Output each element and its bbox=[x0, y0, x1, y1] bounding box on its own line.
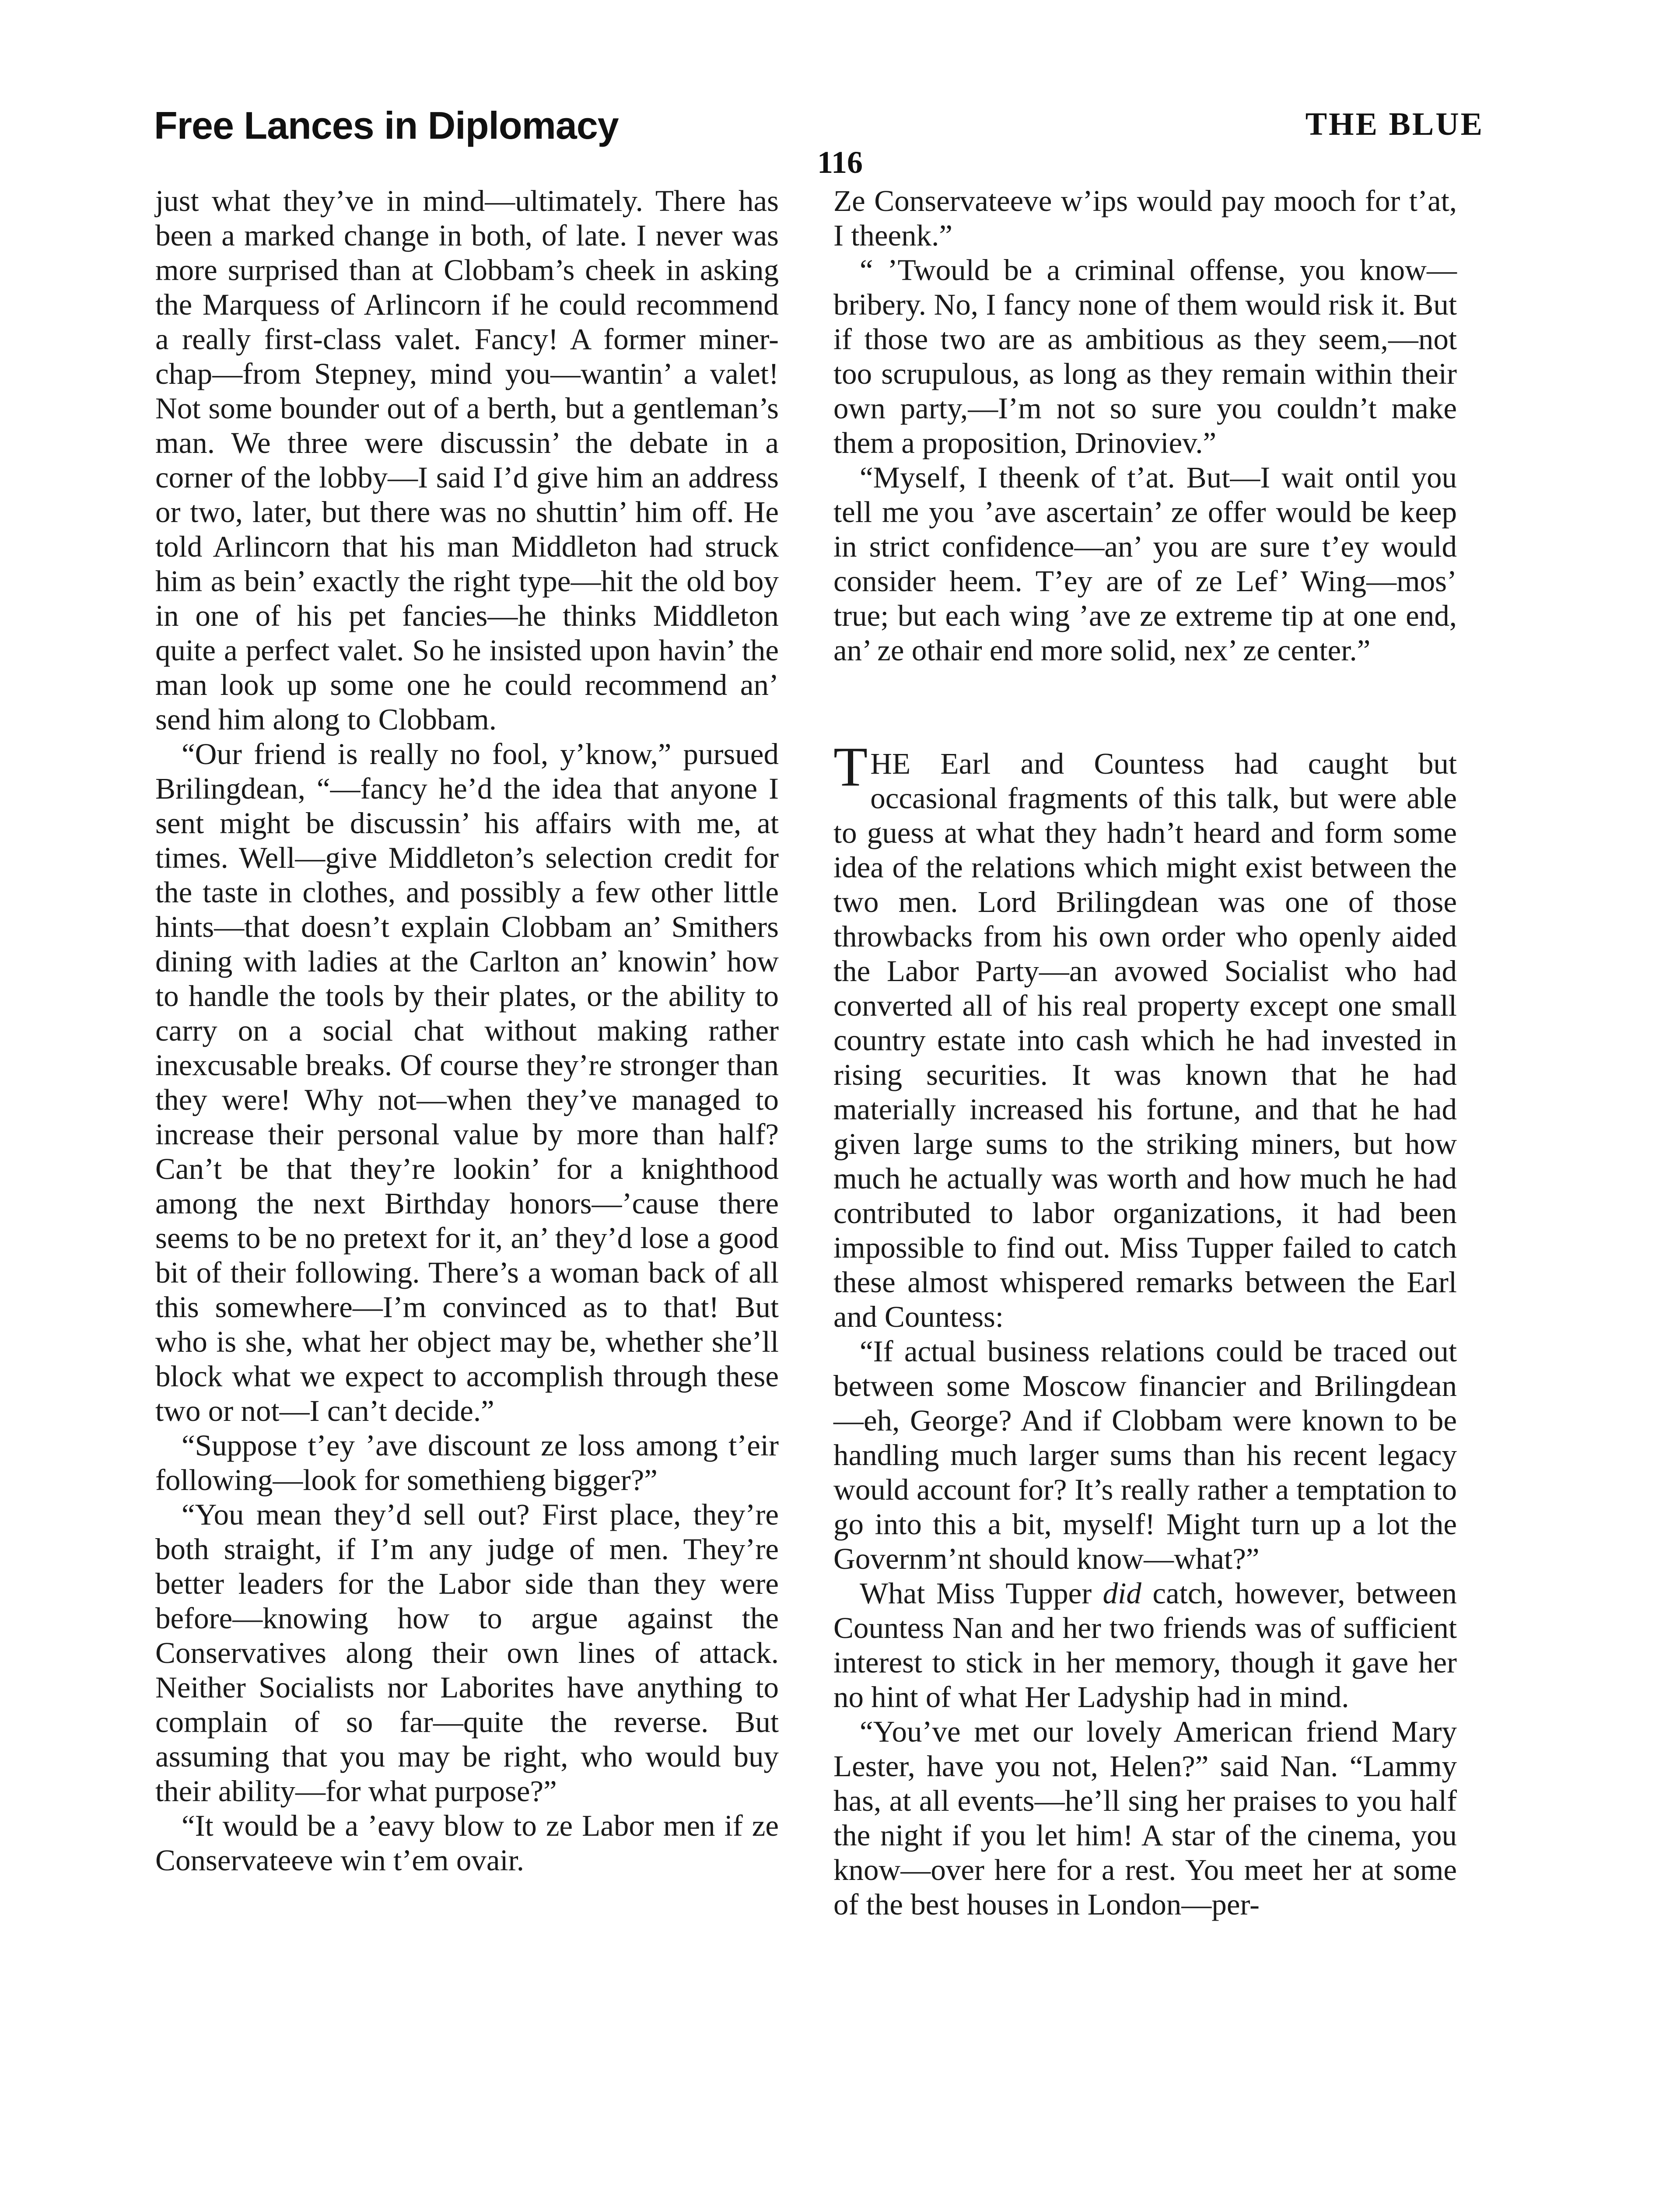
emphasis: did bbox=[1102, 1577, 1141, 1610]
paragraph: just what they’ve in mind—ultimately. There has been a marked change in both, of late. I never was more surprised than at Clobbam’s cheek in asking the Marquess of Arlincorn if he could recommend a really first-class valet. Fancy! A former miner-chap—from Stepney, mind you—wantin’ a valet! Not some bounder out of a berth, but a gentleman’s man. We three were discussin’ the debate in a corner of the lobby—I said I’d give him an address or two, later, but there was no shuttin’ him off. He told Arlincorn that his man Middleton had struck him as bein’ exactly the right type—hit the old boy in one of his pet fancies—he thinks Middleton quite a perfect valet. So he insisted upon havin’ the man look up some one he could recommend an’ send him along to Clobbam. bbox=[155, 184, 779, 736]
paragraph: “You mean they’d sell out? First place, they’re both straight, if I’m any judge of men. They’re better leaders for the Labor side than they were before—knowing how to argue against the Conservatives along their own lines of attack. Neither Socialists nor Laborites have anything to complain of so far—quite the reverse. But assuming that you may be right, who would buy their ability—for what purpose?” bbox=[155, 1498, 779, 1808]
paragraph: “Myself, I theenk of t’at. But—I wait ontil you tell me you ’ave ascertain’ ze offer would be keep in strict confidence—an’ you are sure t’ey would consider heem. T’ey are of ze Lef’ Wing—mos’ true; but each wing ’ave ze extreme tip at one end, an’ ze othair end more solid, nex’ ze center.” bbox=[833, 461, 1457, 667]
right-column bbox=[833, 184, 1457, 1922]
paragraph: “Suppose t’ey ’ave discount ze loss among t’eir following—look for somethieng bigger?” bbox=[155, 1429, 779, 1497]
paragraph: “You’ve met our lovely American friend Mary Lester, have you not, Helen?” said Nan. “Lammy has, at all events—he’ll sing her praises to you half the night if you let him! A star of the cinema, you know—over here for a rest. You meet her at some of the best houses in London—per- bbox=[833, 1715, 1457, 1921]
story-title: Free Lances in Diplomacy bbox=[154, 104, 619, 147]
paragraph: Ze Conservateeve w’ips would pay mooch for t’at, I theenk.” bbox=[833, 184, 1457, 252]
section-start-paragraph: THE Earl and Countess had caught but occasional fragments of this talk, but were able to guess at what they hadn’t heard and form some idea of the relations which might exist between the two men. Lord Brilingdean was one of those throwbacks from his own order who openly aided the Labor Party—an avowed Socialist who had converted all of his real property except one small country estate into cash which he had invested in rising securities. It was known that he had materially increased his fortune, and that he had given large sums to the striking miners, but how much he actually was worth and how much he had contributed to labor organizations, it had been impossible to find out. Miss Tupper failed to catch these almost whispered remarks between the Earl and Countess: bbox=[833, 736, 1457, 1333]
magazine-name: THE BLUE bbox=[1305, 106, 1484, 142]
paragraph: What Miss Tupper did catch, however, between Countess Nan and her two friends was of sufficient interest to stick in her memory, though it gave her no hint of what Her Ladyship had in mind. bbox=[833, 1577, 1457, 1714]
paragraph: “If actual business relations could be traced out between some Moscow financier and Brilingdean—eh, George? And if Clobbam were known to be handling much larger sums than his recent legacy would account for? It’s really rather a temptation to go into this a bit, myself! Might turn up a lot the Governm’nt should know—what?” bbox=[833, 1335, 1457, 1575]
paragraph: “ ’Twould be a criminal offense, you know—bribery. No, I fancy none of them would risk it. But if those two are as ambitious as they seem,—not too scrupulous, as long as they remain within their own party,—I’m not so sure you couldn’t make them a proposition, Drinoviev.” bbox=[833, 253, 1457, 459]
page-number: 116 bbox=[817, 145, 863, 180]
paragraph: “Our friend is really no fool, y’know,” pursued Brilingdean, “—fancy he’d the idea that anyone I sent might be discussin’ his affairs with me, at times. Well—give Middleton’s selection credit for the taste in clothes, and possibly a few other little hints—that doesn’t explain Clobbam an’ Smithers dining with ladies at the Carlton an’ knowin’ how to handle the tools by their plates, or the ability to carry on a social chat without making rather inexcusable breaks. Of course they’re stronger than they were! Why not—when they’ve managed to increase their personal value by more than half? Can’t be that they’re lookin’ for a knighthood among the next Birthday honors—’cause there seems to be no pretext for it, an’ they’d lose a good bit of their following. There’s a woman back of all this somewhere—I’m convinced as to that! But who is she, what her object may be, whether she’ll block what we expect to accomplish through these two or not—I can’t decide.” bbox=[155, 737, 779, 1427]
drop-cap: T bbox=[833, 736, 868, 798]
paragraph: “It would be a ’eavy blow to ze Labor men if ze Conservateeve win t’em ovair. bbox=[155, 1809, 779, 1877]
left-column bbox=[155, 184, 779, 1878]
